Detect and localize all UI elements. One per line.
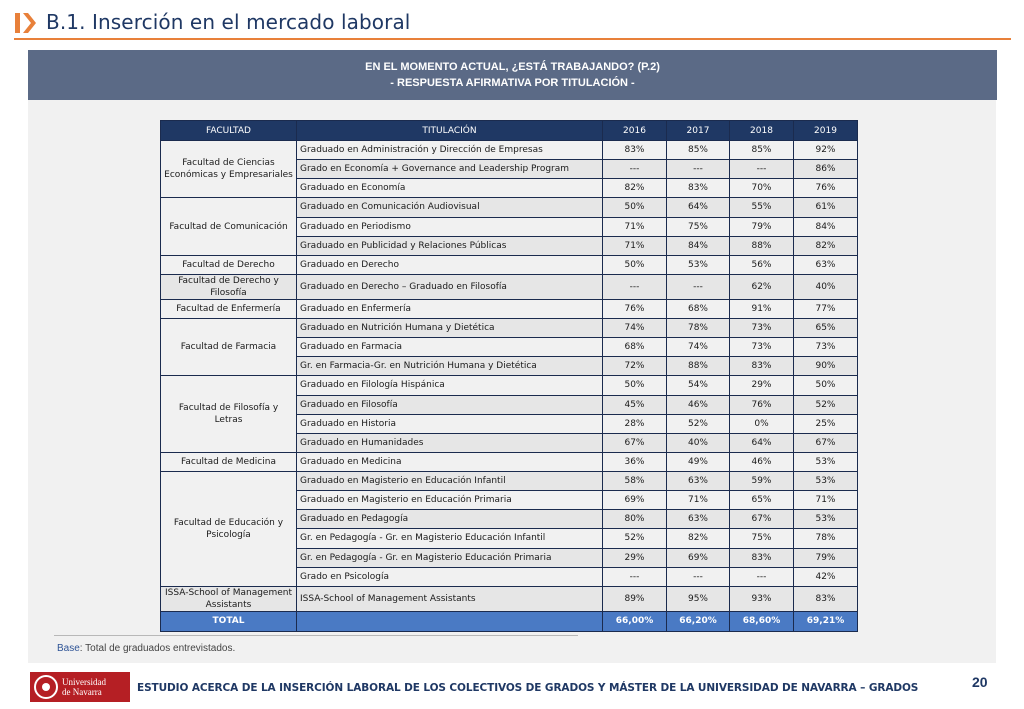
facultad-cell: ISSA-School of Management Assistants (161, 586, 297, 611)
value-cell: 70% (730, 179, 794, 198)
titulacion-cell: Graduado en Nutrición Humana y Dietética (297, 319, 603, 338)
table-row (161, 472, 858, 491)
titulacion-cell: ISSA-School of Management Assistants (297, 586, 603, 611)
total-empty-cell (297, 611, 603, 631)
table-row (161, 452, 858, 471)
header-2018: 2018 (730, 121, 794, 141)
total-value: 68,60% (730, 611, 794, 631)
facultad-cell: Facultad de Derecho (161, 255, 297, 274)
logo-line-2: de Navarra (62, 687, 102, 697)
titulacion-cell: Graduado en Historia (297, 414, 603, 433)
page-title: B.1. Inserción en el mercado laboral (46, 10, 411, 34)
value-cell: 82% (794, 236, 858, 255)
value-cell: 83% (667, 179, 730, 198)
value-cell: 49% (667, 452, 730, 471)
titulacion-cell: Grado en Psicología (297, 567, 603, 586)
value-cell: 71% (667, 491, 730, 510)
value-cell: 28% (603, 414, 667, 433)
banner-line-1: EN EL MOMENTO ACTUAL, ¿ESTÁ TRABAJANDO? (P.2) (365, 61, 660, 73)
facultad-cell: Facultad de Comunicación (161, 198, 297, 255)
table-row (161, 274, 858, 299)
value-cell: --- (730, 160, 794, 179)
value-cell: 74% (667, 338, 730, 357)
value-cell: 85% (730, 141, 794, 160)
titulacion-cell: Graduado en Derecho – Graduado en Filosofía (297, 274, 603, 299)
value-cell: 91% (730, 299, 794, 318)
header-2019: 2019 (794, 121, 858, 141)
header-facultad: FACULTAD (161, 121, 297, 141)
logo-text (62, 677, 106, 697)
value-cell: 83% (730, 357, 794, 376)
total-value: 69,21% (794, 611, 858, 631)
value-cell: 45% (603, 395, 667, 414)
value-cell: 63% (667, 472, 730, 491)
value-cell: 82% (603, 179, 667, 198)
value-cell: 79% (730, 217, 794, 236)
value-cell: 67% (794, 433, 858, 452)
value-cell: 36% (603, 452, 667, 471)
value-cell: 64% (667, 198, 730, 217)
titulacion-cell: Graduado en Pedagogía (297, 510, 603, 529)
facultad-cell: Facultad de Farmacia (161, 319, 297, 376)
value-cell: 71% (794, 491, 858, 510)
value-cell: 74% (603, 319, 667, 338)
facultad-cell: Facultad de Medicina (161, 452, 297, 471)
page-number: 20 (972, 674, 988, 690)
value-cell: 76% (603, 299, 667, 318)
banner-line-2: - RESPUESTA AFIRMATIVA POR TITULACIÓN - (390, 77, 635, 89)
value-cell: 83% (794, 586, 858, 611)
total-value: 66,00% (603, 611, 667, 631)
value-cell: 63% (667, 510, 730, 529)
value-cell: 69% (603, 491, 667, 510)
value-cell: 76% (730, 395, 794, 414)
value-cell: 56% (730, 255, 794, 274)
value-cell: 86% (794, 160, 858, 179)
value-cell: 73% (794, 338, 858, 357)
value-cell: 67% (603, 433, 667, 452)
chevron-right-icon (15, 11, 37, 35)
facultad-cell: Facultad de Derecho y Filosofía (161, 274, 297, 299)
value-cell: --- (667, 567, 730, 586)
value-cell: --- (667, 274, 730, 299)
value-cell: 88% (667, 357, 730, 376)
facultad-cell: Facultad de Filosofía y Letras (161, 376, 297, 453)
value-cell: 63% (794, 255, 858, 274)
value-cell: 40% (794, 274, 858, 299)
value-cell: --- (603, 567, 667, 586)
value-cell: 80% (603, 510, 667, 529)
value-cell: --- (603, 274, 667, 299)
value-cell: 62% (730, 274, 794, 299)
value-cell: 50% (794, 376, 858, 395)
table-body (161, 141, 858, 632)
base-text: : Total de graduados entrevistados. (79, 643, 236, 654)
value-cell: 50% (603, 376, 667, 395)
value-cell: 73% (730, 338, 794, 357)
facultad-cell: Facultad de Educación y Psicología (161, 472, 297, 587)
titulacion-cell: Graduado en Publicidad y Relaciones Públicas (297, 236, 603, 255)
value-cell: 71% (603, 217, 667, 236)
value-cell: 25% (794, 414, 858, 433)
value-cell: 65% (730, 491, 794, 510)
value-cell: 82% (667, 529, 730, 548)
logo-line-1: Universidad (62, 677, 106, 687)
titulacion-cell: Graduado en Enfermería (297, 299, 603, 318)
value-cell: 93% (730, 586, 794, 611)
titulacion-cell: Graduado en Derecho (297, 255, 603, 274)
value-cell: 53% (794, 510, 858, 529)
table-row (161, 586, 858, 611)
base-note (57, 643, 235, 654)
titulacion-cell: Graduado en Filosofía (297, 395, 603, 414)
titulacion-cell: Graduado en Administración y Dirección de Empresas (297, 141, 603, 160)
value-cell: 73% (730, 319, 794, 338)
value-cell: 75% (730, 529, 794, 548)
value-cell: 75% (667, 217, 730, 236)
titulacion-cell: Graduado en Magisterio en Educación Primaria (297, 491, 603, 510)
header-2017: 2017 (667, 121, 730, 141)
value-cell: 61% (794, 198, 858, 217)
titulacion-cell: Graduado en Farmacia (297, 338, 603, 357)
value-cell: --- (667, 160, 730, 179)
employment-table (160, 120, 858, 632)
titulacion-cell: Graduado en Economía (297, 179, 603, 198)
value-cell: 42% (794, 567, 858, 586)
titulacion-cell: Gr. en Farmacia-Gr. en Nutrición Humana y Dietética (297, 357, 603, 376)
value-cell: 79% (794, 548, 858, 567)
table-row (161, 376, 858, 395)
value-cell: 53% (667, 255, 730, 274)
value-cell: 83% (603, 141, 667, 160)
title-divider (14, 38, 1011, 40)
value-cell: 54% (667, 376, 730, 395)
table-row (161, 255, 858, 274)
base-label: Base (57, 643, 80, 654)
titulacion-cell: Graduado en Humanidades (297, 433, 603, 452)
titulacion-cell: Grado en Economía + Governance and Leadership Program (297, 160, 603, 179)
total-value: 66,20% (667, 611, 730, 631)
value-cell: 52% (603, 529, 667, 548)
titulacion-cell: Graduado en Medicina (297, 452, 603, 471)
value-cell: 68% (667, 299, 730, 318)
value-cell: 90% (794, 357, 858, 376)
value-cell: 85% (667, 141, 730, 160)
value-cell: 72% (603, 357, 667, 376)
value-cell: 84% (667, 236, 730, 255)
base-divider (54, 635, 578, 636)
value-cell: 78% (667, 319, 730, 338)
value-cell: 84% (794, 217, 858, 236)
value-cell: --- (603, 160, 667, 179)
value-cell: 53% (794, 452, 858, 471)
value-cell: 89% (603, 586, 667, 611)
total-label: TOTAL (161, 611, 297, 631)
value-cell: 52% (794, 395, 858, 414)
value-cell: 71% (603, 236, 667, 255)
value-cell: 53% (794, 472, 858, 491)
value-cell: 52% (667, 414, 730, 433)
table-row (161, 319, 858, 338)
value-cell: 68% (603, 338, 667, 357)
facultad-cell: Facultad de Ciencias Económicas y Empresariales (161, 141, 297, 198)
titulacion-cell: Graduado en Filología Hispánica (297, 376, 603, 395)
university-logo (30, 672, 130, 702)
titulacion-cell: Gr. en Pedagogía - Gr. en Magisterio Educación Primaria (297, 548, 603, 567)
value-cell: 77% (794, 299, 858, 318)
value-cell: 78% (794, 529, 858, 548)
footer-text: ESTUDIO ACERCA DE LA INSERCIÓN LABORAL DE LOS COLECTIVOS DE GRADOS Y MÁSTER DE LA UNIVERSIDAD DE NAVARRA – GRADOS (137, 682, 919, 694)
facultad-cell: Facultad de Enfermería (161, 299, 297, 318)
value-cell: 46% (730, 452, 794, 471)
value-cell: 83% (730, 548, 794, 567)
value-cell: 76% (794, 179, 858, 198)
value-cell: 29% (730, 376, 794, 395)
table-row (161, 141, 858, 160)
value-cell: 40% (667, 433, 730, 452)
value-cell: 92% (794, 141, 858, 160)
value-cell: 50% (603, 198, 667, 217)
seal-icon (34, 675, 58, 699)
header-2016: 2016 (603, 121, 667, 141)
value-cell: 69% (667, 548, 730, 567)
titulacion-cell: Graduado en Magisterio en Educación Infantil (297, 472, 603, 491)
value-cell: 67% (730, 510, 794, 529)
value-cell: 46% (667, 395, 730, 414)
value-cell: 64% (730, 433, 794, 452)
question-banner (28, 50, 997, 100)
value-cell: 29% (603, 548, 667, 567)
titulacion-cell: Gr. en Pedagogía - Gr. en Magisterio Educación Infantil (297, 529, 603, 548)
header-titulacion: TITULACIÓN (297, 121, 603, 141)
table-row (161, 299, 858, 318)
value-cell: 95% (667, 586, 730, 611)
value-cell: --- (730, 567, 794, 586)
titulacion-cell: Graduado en Periodismo (297, 217, 603, 236)
value-cell: 58% (603, 472, 667, 491)
table-header-row (161, 121, 858, 141)
value-cell: 50% (603, 255, 667, 274)
value-cell: 65% (794, 319, 858, 338)
value-cell: 88% (730, 236, 794, 255)
value-cell: 0% (730, 414, 794, 433)
titulacion-cell: Graduado en Comunicación Audiovisual (297, 198, 603, 217)
value-cell: 59% (730, 472, 794, 491)
total-row (161, 611, 858, 631)
table-row (161, 198, 858, 217)
value-cell: 55% (730, 198, 794, 217)
